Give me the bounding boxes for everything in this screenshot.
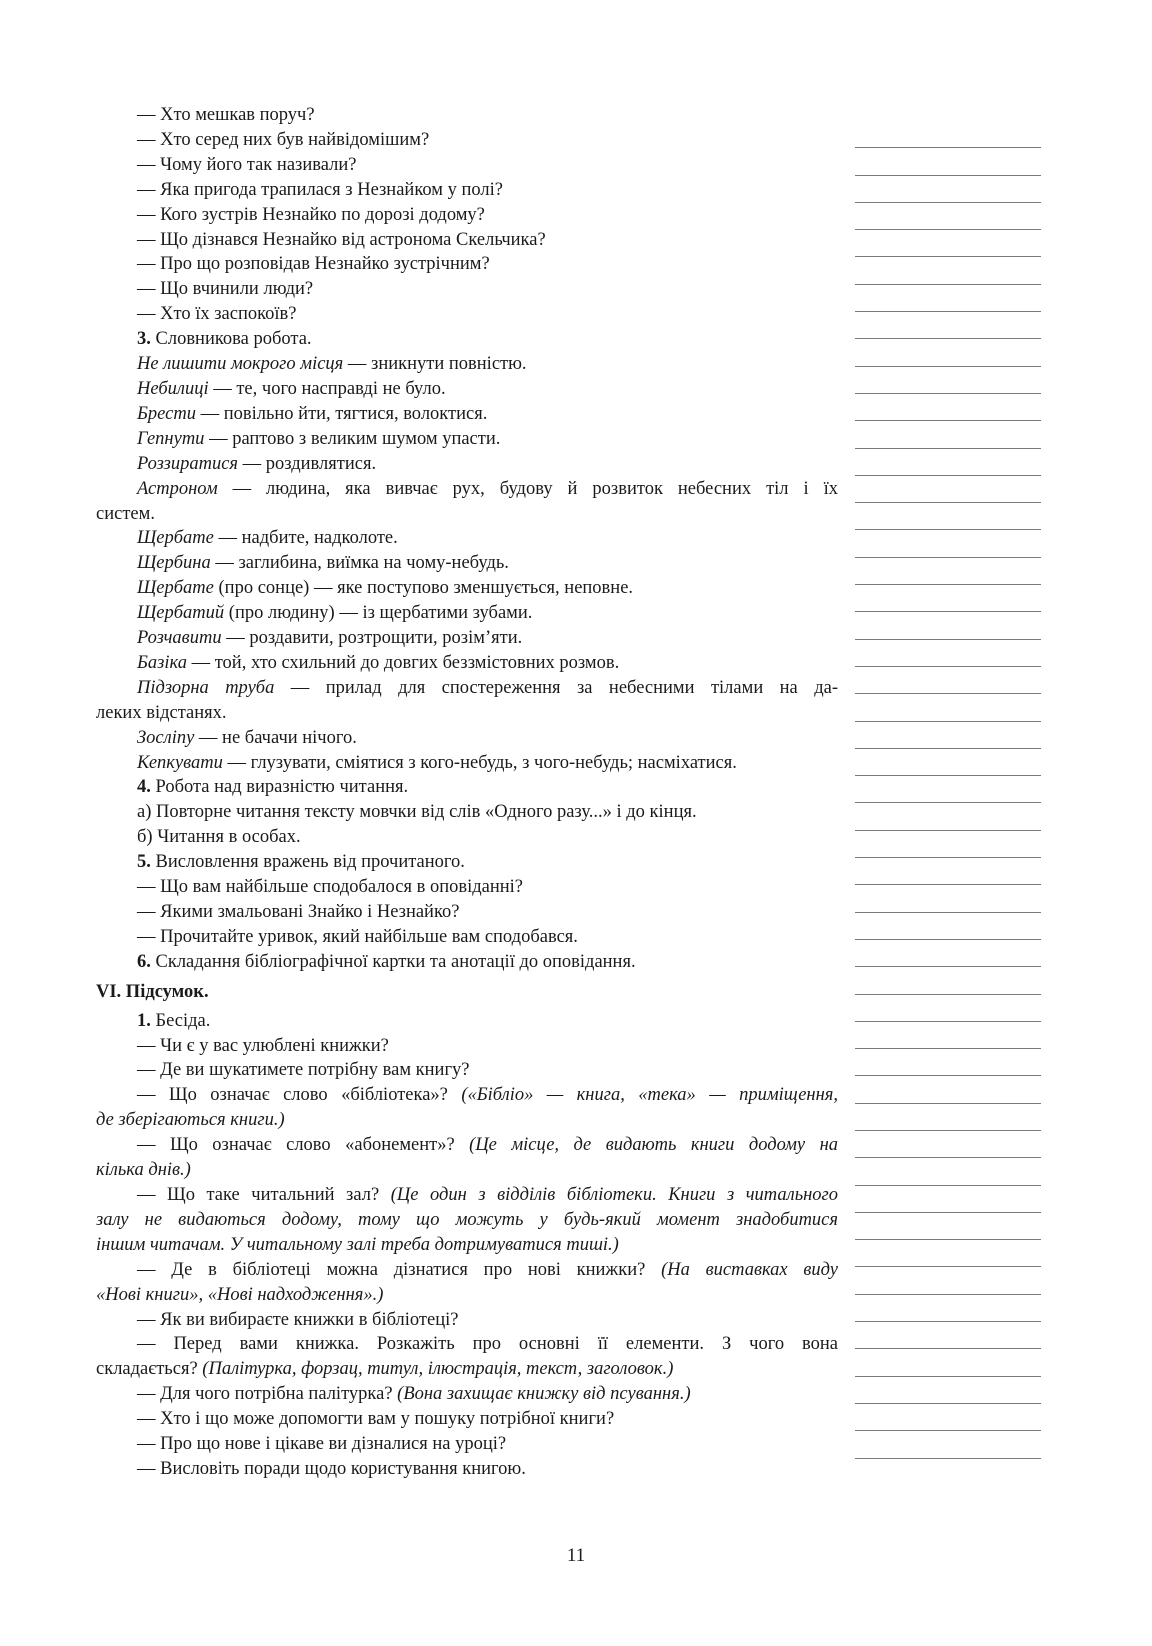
text-run: Робота над виразністю читання. [150, 777, 409, 798]
text-run: Розчавити [137, 628, 222, 649]
text-line-q7 [96, 252, 838, 277]
note-line [855, 230, 1041, 257]
text-line-b7b [96, 1283, 838, 1308]
text-run: — прилад для спостереження за небесними тілами на да- [274, 677, 838, 698]
text-run: — той, хто схильний до довгих беззмістовних розмов. [186, 652, 620, 673]
text-run: — Яка пригода трапилася з Незнайком у полі? [137, 179, 503, 200]
note-line [855, 1404, 1041, 1431]
text-run: — роздавити, розтрощити, розім’яти. [221, 628, 523, 649]
text-line-w13a [96, 676, 838, 701]
text-run: б) Читання в особах. [137, 827, 301, 848]
note-line [855, 558, 1041, 585]
text-run: 1. [137, 1010, 151, 1031]
note-line [855, 1267, 1041, 1294]
text-run: — Що вам найбільше сподобалося в оповіданні? [137, 877, 523, 898]
text-run: Бесіда. [150, 1010, 211, 1031]
text-run: (Вона захищає книжку від псування.) [397, 1384, 691, 1405]
text-line-w7 [96, 526, 838, 551]
text-line-b4a [96, 1083, 838, 1108]
text-run: — Перед вами книжка. Розкажіть про основні її елементи. З чого вона [137, 1334, 838, 1355]
text-run: Складання бібліографічної картки та анотації до оповідання. [150, 951, 636, 972]
text-line-w11 [96, 626, 838, 651]
text-run: Щербина [137, 553, 211, 574]
note-line [855, 1186, 1041, 1213]
note-line [855, 476, 1041, 503]
note-line [855, 722, 1041, 749]
text-line-w10 [96, 601, 838, 626]
text-line-b11 [96, 1407, 838, 1432]
lesson-text [96, 103, 838, 1482]
note-line [855, 1076, 1041, 1103]
text-run: систем. [96, 503, 155, 524]
text-run: — Чи є у вас улюблені книжки? [137, 1035, 389, 1056]
text-run: леких відстанях. [96, 702, 227, 723]
text-run: — Кого зустрів Незнайко по дорозі додому? [137, 204, 485, 225]
text-line-w4 [96, 427, 838, 452]
note-line [855, 667, 1041, 694]
note-line [855, 967, 1041, 994]
note-line [855, 1049, 1041, 1076]
text-run: — повільно йти, тягтися, волоктися. [195, 403, 488, 424]
text-run: (На виставках виду [661, 1259, 838, 1280]
text-run: VI. Підсумок. [96, 981, 209, 1002]
note-line [855, 858, 1041, 885]
text-line-b9b [96, 1357, 838, 1382]
text-run: — Для чого потрібна палітурка? [137, 1384, 398, 1405]
text-line-h4 [96, 775, 838, 800]
text-line-w14 [96, 726, 838, 751]
text-run: — Про що розповідав Незнайко зустрічним? [137, 254, 490, 275]
text-line-i3 [96, 925, 838, 950]
text-run: Гепнути [137, 428, 205, 449]
note-line [855, 312, 1041, 339]
text-line-w6b [96, 502, 838, 527]
text-run: «Нові книги», «Нові надходження».) [96, 1284, 384, 1305]
text-run: іншим читачам. У читальному залі треба дотримуватися тиші.) [96, 1234, 619, 1255]
text-run: Базіка [137, 652, 187, 673]
text-line-b10 [96, 1382, 838, 1407]
note-line [855, 148, 1041, 175]
text-run: — Що таке читальний зал? [137, 1184, 391, 1205]
text-run: Зосліпу [137, 727, 195, 748]
text-line-h6 [96, 950, 838, 975]
note-line [855, 831, 1041, 858]
text-line-w1 [96, 352, 838, 377]
text-run: (Це місце, де видають книги додому на [469, 1135, 838, 1156]
note-line [855, 1104, 1041, 1131]
text-line-sec6 [96, 980, 838, 1005]
note-line [855, 1431, 1041, 1458]
text-line-w2 [96, 377, 838, 402]
text-line-b8 [96, 1308, 838, 1333]
text-run: складається? [96, 1359, 203, 1380]
text-run: — Що дізнався Незнайко від астронома Скельчика? [137, 229, 546, 250]
text-run: Щербате [137, 578, 214, 599]
text-run: — глузувати, сміятися з кого-небудь, з чого-небудь; насміхатися. [222, 752, 737, 773]
text-run: (Палітурка, форзац, титул, ілюстрація, текст, заголовок.) [202, 1359, 674, 1380]
text-run: Словникова робота. [150, 329, 312, 350]
text-run: — надбите, надколоте. [213, 528, 398, 549]
note-line [855, 1349, 1041, 1376]
text-line-h3 [96, 327, 838, 352]
text-run: (Це один з відділів бібліотеки. Книги з читального [390, 1184, 839, 1205]
note-line [855, 1377, 1041, 1404]
text-run: — Якими змальовані Знайко і Незнайко? [137, 902, 460, 922]
text-line-q6 [96, 228, 838, 253]
note-line [855, 1213, 1041, 1240]
text-run: Роззиратися [137, 453, 239, 474]
text-run: — Хто і що може допомогти вам у пошуку потрібної книги? [137, 1409, 615, 1430]
text-run: (про сонце) — яке поступово зменшується, неповне. [213, 578, 634, 599]
text-run: — роздивлятися. [238, 453, 377, 474]
text-run: — людина, яка вивчає рух, будову й розвиток небесних тіл і їх [217, 478, 838, 499]
text-run: Астроном [137, 478, 218, 499]
text-run: — Що означає слово «абонемент»? [137, 1135, 470, 1156]
note-line [855, 1158, 1041, 1185]
note-line [855, 1131, 1041, 1158]
text-run: Щербатий [137, 603, 225, 624]
text-run: Небилиці [137, 378, 209, 399]
text-run: Підзорна труба [137, 677, 275, 698]
text-run: залу не видаються додому, тому що можуть у будь-який момент знадобитися [96, 1209, 838, 1230]
text-run: — не бачачи нічого. [194, 727, 357, 748]
text-run: кілька днів.) [96, 1160, 191, 1181]
note-line [855, 913, 1041, 940]
text-run: а) Повторне читання тексту мовчки від слів «Одного разу...» і до кінця. [137, 802, 697, 823]
text-run: — Прочитайте уривок, який найбільше вам сподобався. [137, 926, 578, 947]
text-line-b9a [96, 1332, 838, 1357]
text-run: (про людину) — із щербатими зубами. [224, 603, 533, 624]
note-line [855, 585, 1041, 612]
text-line-b3 [96, 1058, 838, 1083]
text-line-r2 [96, 825, 838, 850]
text-run: 5. [137, 852, 151, 873]
note-line [855, 940, 1041, 967]
note-line [855, 803, 1041, 830]
note-line [855, 121, 1041, 148]
text-line-q3 [96, 153, 838, 178]
text-run: Не лишити мокрого місця [137, 354, 344, 375]
text-run: 3. [137, 329, 151, 350]
text-line-b6b [96, 1208, 838, 1233]
text-run: де зберігаються книги.) [96, 1110, 285, 1131]
text-run: — Як ви вибираєте книжки в бібліотеці? [137, 1309, 459, 1330]
text-run: Висловлення вражень від прочитаного. [150, 852, 465, 873]
text-line-b2 [96, 1034, 838, 1059]
text-line-w3 [96, 402, 838, 427]
text-run: — Чому його так називали? [137, 154, 357, 175]
note-line [855, 503, 1041, 530]
text-line-r1 [96, 800, 838, 825]
text-run: Брести [137, 403, 196, 424]
text-line-h5 [96, 850, 838, 875]
note-line [855, 285, 1041, 312]
text-line-b12 [96, 1432, 838, 1457]
note-line [855, 640, 1041, 667]
note-line [855, 339, 1041, 366]
note-line [855, 995, 1041, 1022]
note-line [855, 176, 1041, 203]
text-line-q5 [96, 203, 838, 228]
note-line [855, 449, 1041, 476]
note-line [855, 694, 1041, 721]
note-line [855, 612, 1041, 639]
note-line [855, 421, 1041, 448]
text-line-b5a [96, 1133, 838, 1158]
text-run: — Що вчинили люди? [137, 279, 314, 300]
text-run: — Хто їх заспокоїв? [137, 304, 297, 325]
note-line [855, 1022, 1041, 1049]
note-line [855, 1322, 1041, 1349]
text-run: — Де ви шукатимете потрібну вам книгу? [137, 1060, 470, 1081]
text-run: — те, чого насправді не було. [208, 378, 446, 399]
note-line [855, 394, 1041, 421]
note-line [855, 530, 1041, 557]
text-line-w15 [96, 751, 838, 776]
note-line [855, 885, 1041, 912]
note-line [855, 1295, 1041, 1322]
text-line-w5 [96, 452, 838, 477]
note-line [855, 257, 1041, 284]
text-line-b13 [96, 1457, 838, 1482]
text-line-i2 [96, 900, 838, 925]
note-lines-column [855, 121, 1041, 1459]
page-number: 11 [566, 1545, 586, 1566]
text-run: — заглибина, виїмка на чому-небудь. [210, 553, 509, 574]
text-line-q2 [96, 128, 838, 153]
text-line-q8 [96, 277, 838, 302]
text-line-q1 [96, 103, 838, 128]
text-line-w8 [96, 551, 838, 576]
text-line-q4 [96, 178, 838, 203]
note-line [855, 203, 1041, 230]
text-line-b6a [96, 1183, 838, 1208]
text-run: — Хто серед них був найвідомішим? [137, 129, 430, 150]
text-line-w13b [96, 701, 838, 726]
text-run: («Бібліо» — книга, «тека» — приміщення, [461, 1085, 838, 1106]
note-line [855, 749, 1041, 776]
text-line-w6a [96, 477, 838, 502]
text-run: — Де в бібліотеці можна дізнатися про нові книжки? [137, 1259, 662, 1280]
text-run: — раптово з великим шумом упасти. [204, 428, 501, 449]
text-run: — Про що нове і цікаве ви дізналися на уроці? [137, 1434, 507, 1455]
text-line-i1 [96, 875, 838, 900]
text-line-w12 [96, 651, 838, 676]
text-run: — Висловіть поради щодо користування книгою. [137, 1458, 526, 1479]
note-line [855, 1240, 1041, 1267]
text-line-b7a [96, 1258, 838, 1283]
text-line-b4b [96, 1108, 838, 1133]
text-run: — Що означає слово «бібліотека»? [137, 1085, 462, 1106]
text-line-w9 [96, 576, 838, 601]
text-line-q9 [96, 302, 838, 327]
text-line-b6c [96, 1233, 838, 1258]
text-run: Щербате [137, 528, 214, 549]
note-line [855, 776, 1041, 803]
text-line-b5b [96, 1158, 838, 1183]
text-run: Кепкувати [137, 752, 223, 773]
note-line [855, 367, 1041, 394]
text-run: — Хто мешкав поруч? [137, 105, 315, 125]
text-run: 6. [137, 951, 151, 972]
text-line-b1 [96, 1009, 838, 1034]
text-run: — зникнути повністю. [343, 354, 527, 375]
text-run: 4. [137, 777, 151, 798]
